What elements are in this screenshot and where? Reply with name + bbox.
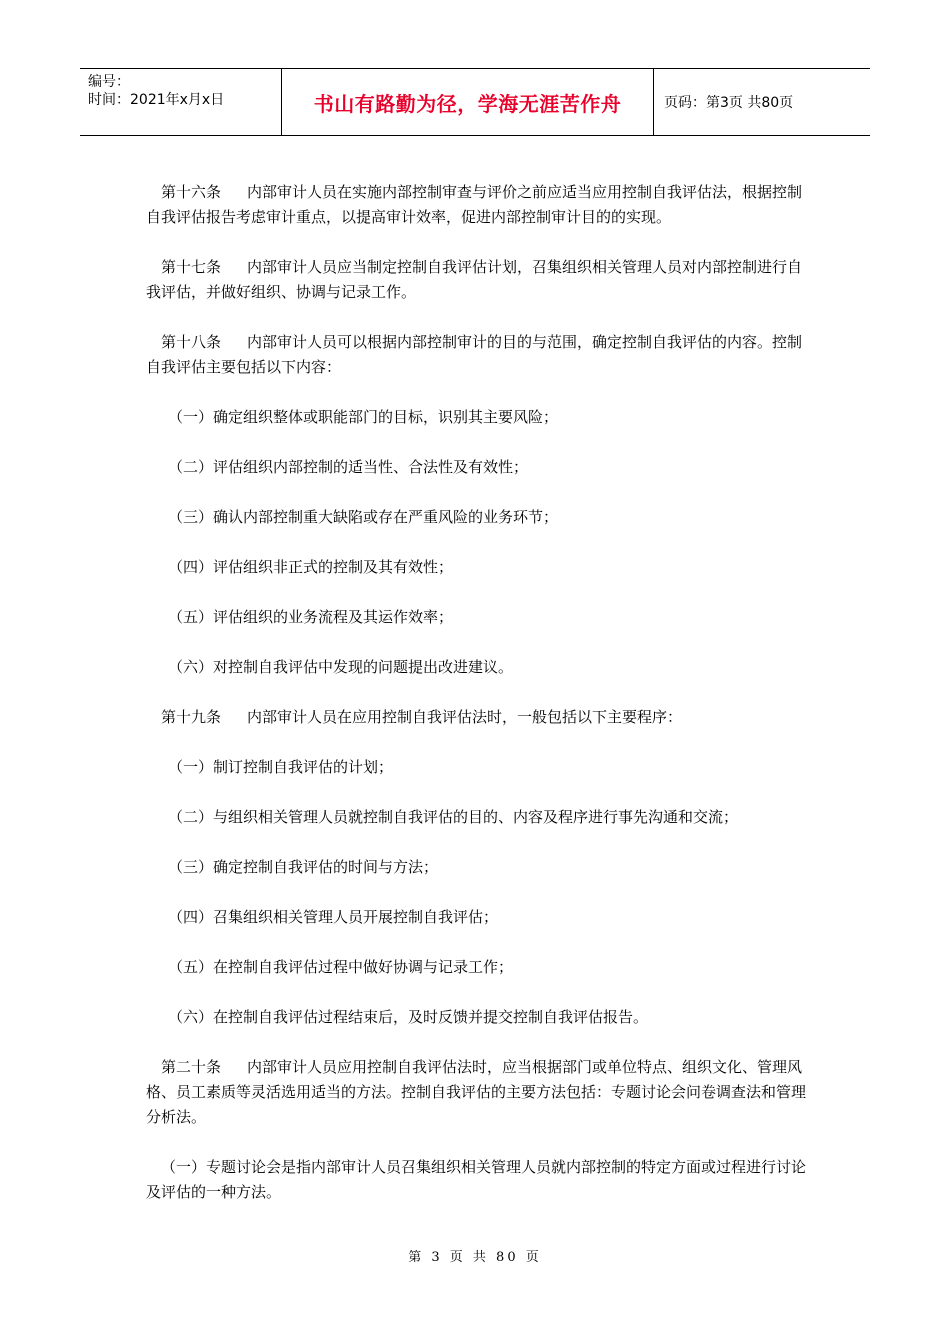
article-number: 第十七条 xyxy=(161,258,222,276)
list-item: （五）在控制自我评估过程中做好协调与记录工作； xyxy=(168,958,514,976)
list-item: （一）确定组织整体或职能部门的目标，识别其主要风险； xyxy=(168,408,559,426)
document-header xyxy=(80,68,870,136)
article-text: 内部审计人员应当制定控制自我评估计划，召集组织相关管理人员对内部控制进行自我评估，并做好组织、协调与记录工作。 xyxy=(146,258,803,301)
document-body xyxy=(146,180,814,1230)
list-item: （六）在控制自我评估过程结束后，及时反馈并提交控制自我评估报告。 xyxy=(168,1008,649,1026)
article-18 xyxy=(146,330,814,380)
method-workshop-paragraph: （一）专题讨论会是指内部审计人员召集组织相关管理人员就内部控制的特定方面或过程进行讨论及评估的一种方法。 xyxy=(146,1158,807,1201)
page-footer: 第 3 页 共 80 页 xyxy=(408,1250,542,1265)
list-item: （四）召集组织相关管理人员开展控制自我评估； xyxy=(168,908,499,926)
article-text: 内部审计人员应用控制自我评估法时，应当根据部门或单位特点、组织文化、管理风格、员工素质等灵活选用适当的方法。控制自我评估的主要方法包括：专题讨论会问卷调查法和管理分析法。 xyxy=(146,1058,807,1126)
header-motto: 书山有路勤为径，学海无涯苦作舟 xyxy=(282,69,654,135)
header-page-info: 页码：第3页 共80页 xyxy=(664,95,794,111)
time-label: 时间：2021年x月x日 xyxy=(88,92,225,108)
article-19 xyxy=(146,705,814,730)
article-number: 第十九条 xyxy=(161,708,222,726)
article-text: 内部审计人员在实施内部控制审查与评价之前应适当应用控制自我评估法，根据控制自我评估报告考虑审计重点，以提高审计效率，促进内部控制审计目的的实现。 xyxy=(146,183,803,226)
list-item: （三）确认内部控制重大缺陷或存在严重风险的业务环节； xyxy=(168,508,559,526)
article-20 xyxy=(146,1055,814,1130)
list-item: （五）评估组织的业务流程及其运作效率； xyxy=(168,608,454,626)
list-item: （六）对控制自我评估中发现的问题提出改进建议。 xyxy=(168,658,514,676)
article-number: 第十八条 xyxy=(161,333,222,351)
article-16 xyxy=(146,180,814,230)
number-label: 编号： xyxy=(88,74,130,90)
list-item: （二）与组织相关管理人员就控制自我评估的目的、内容及程序进行事先沟通和交流； xyxy=(168,808,739,826)
header-meta xyxy=(80,69,282,135)
article-text: 内部审计人员在应用控制自我评估法时，一般包括以下主要程序： xyxy=(247,708,683,726)
list-item: （二）评估组织内部控制的适当性、合法性及有效性； xyxy=(168,458,529,476)
article-number: 第二十条 xyxy=(161,1058,222,1076)
article-number: 第十六条 xyxy=(161,183,222,201)
list-item: （一）制订控制自我评估的计划； xyxy=(168,758,394,776)
article-text: 内部审计人员可以根据内部控制审计的目的与范围，确定控制自我评估的内容。控制自我评估主要包括以下内容： xyxy=(146,333,803,376)
list-item: （四）评估组织非正式的控制及其有效性； xyxy=(168,558,454,576)
article-17 xyxy=(146,255,814,305)
list-item: （三）确定控制自我评估的时间与方法； xyxy=(168,858,439,876)
